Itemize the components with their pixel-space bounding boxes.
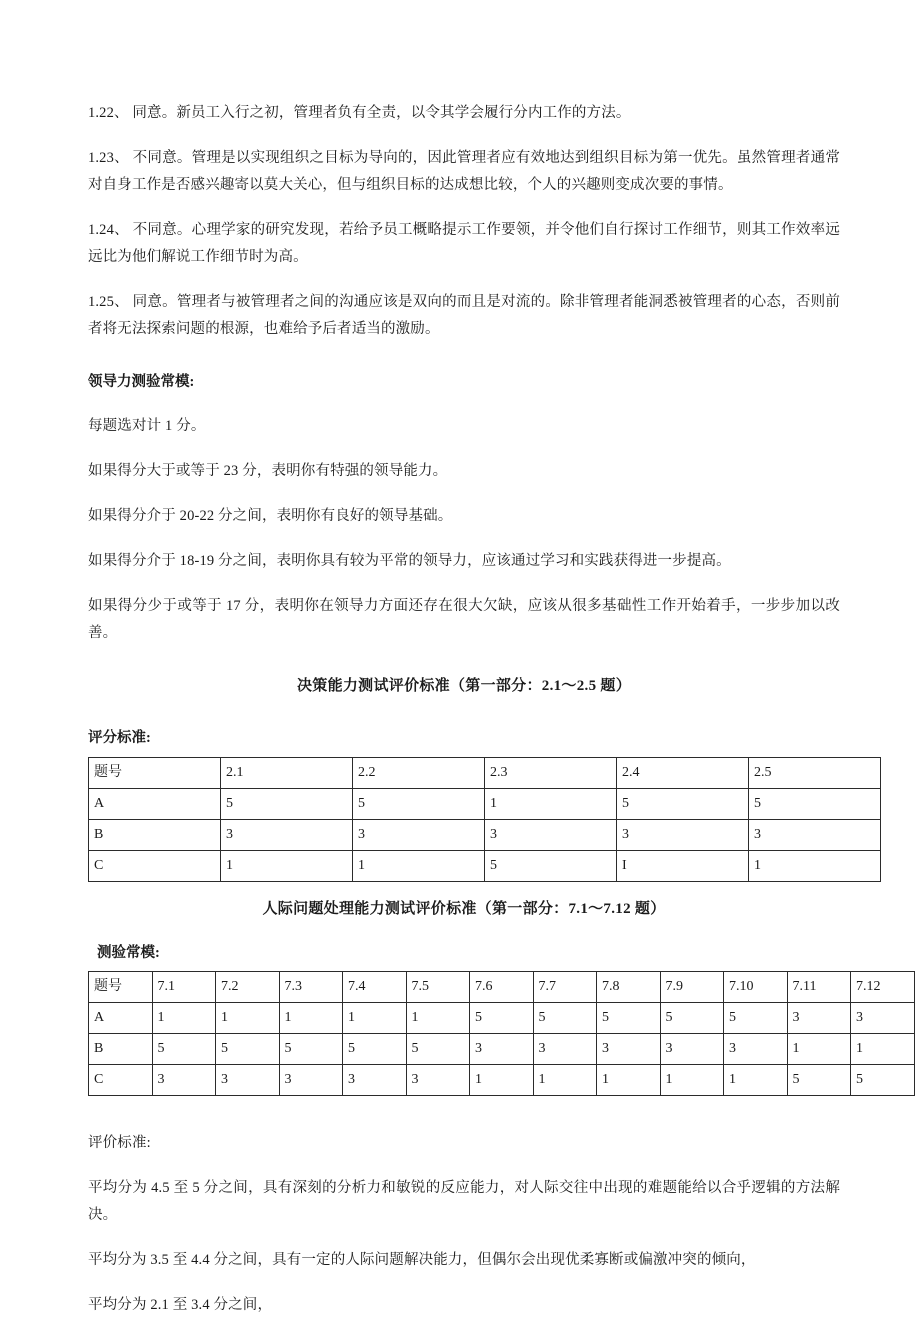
spacer	[88, 440, 840, 458]
table-cell: 3	[216, 1065, 280, 1096]
criteria-line-3: 平均分为 2.1 至 3.4 分之间，	[88, 1297, 273, 1313]
table-cell: 3	[221, 820, 353, 851]
spacer	[88, 922, 840, 940]
criteria-line-1: 平均分为 4.5 至 5 分之间，具有深刻的分析力和敏锐的反应能力，对人际交往中出现的难题能给以合乎逻辑的方法解决。	[88, 1180, 840, 1223]
answer-paragraph-1-24: 1.24、 不同意。心理学家的研究发现，若给予员工概略提示工作要领，并令他们自行探讨工作细节，则其工作效率远远比为他们解说工作细节时为高。	[88, 222, 840, 265]
table-row	[89, 1065, 915, 1096]
table-cell: 3	[533, 1034, 597, 1065]
page-content	[88, 100, 881, 1319]
table-cell: 1	[485, 789, 617, 820]
interpersonal-table-label: 测验常模:	[97, 945, 160, 961]
table-cell: 3	[660, 1034, 724, 1065]
table-cell: 1	[152, 1003, 216, 1034]
table-cell: B	[89, 820, 221, 851]
table-header-row	[89, 972, 915, 1003]
table-cell: 5	[216, 1034, 280, 1065]
spacer	[88, 271, 840, 289]
table-cell: 5	[353, 789, 485, 820]
table-cell: 3	[851, 1003, 915, 1034]
table-header-cell: 2.3	[485, 758, 617, 789]
table-cell: 5	[724, 1003, 788, 1034]
table-cell: 5	[533, 1003, 597, 1034]
table-header-row	[89, 758, 881, 789]
table-cell: 1	[353, 851, 485, 882]
spacer	[88, 699, 840, 725]
table-header-cell: 7.4	[343, 972, 407, 1003]
table-cell: 5	[749, 789, 881, 820]
table-cell: 1	[406, 1003, 470, 1034]
interpersonal-score-table	[88, 971, 915, 1096]
table-cell: 3	[749, 820, 881, 851]
spacer	[88, 343, 840, 369]
table-cell: A	[89, 789, 221, 820]
table-cell: 1	[279, 1003, 343, 1034]
table-cell: 3	[279, 1065, 343, 1096]
table-header-cell: 2.2	[353, 758, 485, 789]
table-cell: 5	[470, 1003, 534, 1034]
spacer	[88, 395, 840, 413]
table-row	[89, 820, 881, 851]
spacer	[88, 530, 840, 548]
table-cell: 1	[660, 1065, 724, 1096]
criteria-line-2: 平均分为 3.5 至 4.4 分之间，具有一定的人际问题解决能力，但偶尔会出现优柔寡断或偏激冲突的倾向，	[88, 1252, 756, 1268]
table-cell: 5	[406, 1034, 470, 1065]
answer-paragraph-1-23: 1.23、 不同意。管理是以实现组织之目标为导向的，因此管理者应有效地达到组织目标为第一优先。虽然管理者通常对自身工作是否感兴趣寄以莫大关心，但与组织目标的达成想比较，个人的兴趣则变成次要的事情。	[88, 150, 840, 193]
table-header-cell: 7.2	[216, 972, 280, 1003]
table-cell: 5	[152, 1034, 216, 1065]
spacer	[88, 647, 840, 673]
table-cell: 3	[485, 820, 617, 851]
spacer	[88, 485, 840, 503]
table-header-cell: 2.5	[749, 758, 881, 789]
table-cell: 5	[851, 1065, 915, 1096]
table-cell: 5	[787, 1065, 851, 1096]
table-header-cell: 2.1	[221, 758, 353, 789]
table-row	[89, 789, 881, 820]
table-cell: 5	[221, 789, 353, 820]
table-cell: 1	[343, 1003, 407, 1034]
table-cell: 3	[597, 1034, 661, 1065]
table-cell: 5	[660, 1003, 724, 1034]
table-cell: 1	[216, 1003, 280, 1034]
table-cell: B	[89, 1034, 153, 1065]
spacer	[88, 1229, 840, 1247]
decision-score-table	[88, 757, 881, 882]
spacer	[88, 127, 840, 145]
table-cell: 3	[470, 1034, 534, 1065]
table-cell: A	[89, 1003, 153, 1034]
table-cell: 1	[749, 851, 881, 882]
table-header-cell: 7.12	[851, 972, 915, 1003]
table-header-cell: 7.9	[660, 972, 724, 1003]
leadership-norm-line-5: 如果得分少于或等于 17 分，表明你在领导力方面还存在很大欠缺，应该从很多基础性工作开始着手，一步步加以改善。	[88, 598, 840, 641]
answer-paragraph-1-22: 1.22、 同意。新员工入行之初，管理者负有全责，以令其学会履行分内工作的方法。	[88, 105, 631, 121]
spacer	[88, 1157, 840, 1175]
table-header-cell: 7.1	[152, 972, 216, 1003]
table-row	[89, 1034, 915, 1065]
answer-paragraph-1-25: 1.25、 同意。管理者与被管理者之间的沟通应该是双向的而且是对流的。除非管理者能洞悉被管理者的心态，否则前者将无法探索问题的根源，也难给予后者适当的激励。	[88, 294, 840, 337]
table-cell: 3	[353, 820, 485, 851]
table-cell: 5	[485, 851, 617, 882]
spacer	[88, 1274, 840, 1292]
table-cell: I	[617, 851, 749, 882]
spacer	[88, 882, 840, 896]
leadership-norm-line-1: 每题选对计 1 分。	[88, 418, 206, 434]
table-cell: 3	[152, 1065, 216, 1096]
table-header-cell: 7.5	[406, 972, 470, 1003]
table-cell: 3	[406, 1065, 470, 1096]
spacer	[88, 199, 840, 217]
leadership-norm-line-4: 如果得分介于 18-19 分之间，表明你具有较为平常的领导力，应该通过学习和实践获得进一步提高。	[88, 553, 731, 569]
table-cell: 5	[279, 1034, 343, 1065]
decision-table-label: 评分标准:	[88, 730, 151, 746]
table-header-cell: 7.7	[533, 972, 597, 1003]
table-header-cell: 7.11	[787, 972, 851, 1003]
spacer	[88, 1096, 840, 1130]
leadership-norm-line-3: 如果得分介于 20-22 分之间，表明你有良好的领导基础。	[88, 508, 453, 524]
evaluation-criteria-label: 评价标准:	[88, 1135, 151, 1151]
table-cell: 1	[724, 1065, 788, 1096]
table-header-cell: 题号	[89, 972, 153, 1003]
table-header-cell: 7.8	[597, 972, 661, 1003]
table-cell: C	[89, 1065, 153, 1096]
leadership-norms-heading: 领导力测验常模:	[88, 374, 195, 390]
table-cell: 5	[343, 1034, 407, 1065]
table-cell: C	[89, 851, 221, 882]
table-header-cell: 2.4	[617, 758, 749, 789]
interpersonal-section-heading: 人际问题处理能力测试评价标准（第一部分：7.1～7.12 题）	[262, 901, 666, 917]
table-header-cell: 7.3	[279, 972, 343, 1003]
spacer	[88, 575, 840, 593]
table-cell: 1	[533, 1065, 597, 1096]
table-row	[89, 1003, 915, 1034]
table-cell: 1	[851, 1034, 915, 1065]
table-cell: 1	[787, 1034, 851, 1065]
leadership-norm-line-2: 如果得分大于或等于 23 分，表明你有特强的领导能力。	[88, 463, 448, 479]
table-cell: 1	[221, 851, 353, 882]
table-cell: 1	[597, 1065, 661, 1096]
table-cell: 3	[724, 1034, 788, 1065]
table-cell: 5	[617, 789, 749, 820]
table-row	[89, 851, 881, 882]
table-cell: 5	[597, 1003, 661, 1034]
table-header-cell: 7.10	[724, 972, 788, 1003]
table-cell: 3	[787, 1003, 851, 1034]
decision-section-heading: 决策能力测试评价标准（第一部分：2.1～2.5 题）	[296, 678, 632, 694]
table-header-cell: 题号	[89, 758, 221, 789]
table-header-cell: 7.6	[470, 972, 534, 1003]
table-cell: 3	[343, 1065, 407, 1096]
table-cell: 3	[617, 820, 749, 851]
table-cell: 1	[470, 1065, 534, 1096]
